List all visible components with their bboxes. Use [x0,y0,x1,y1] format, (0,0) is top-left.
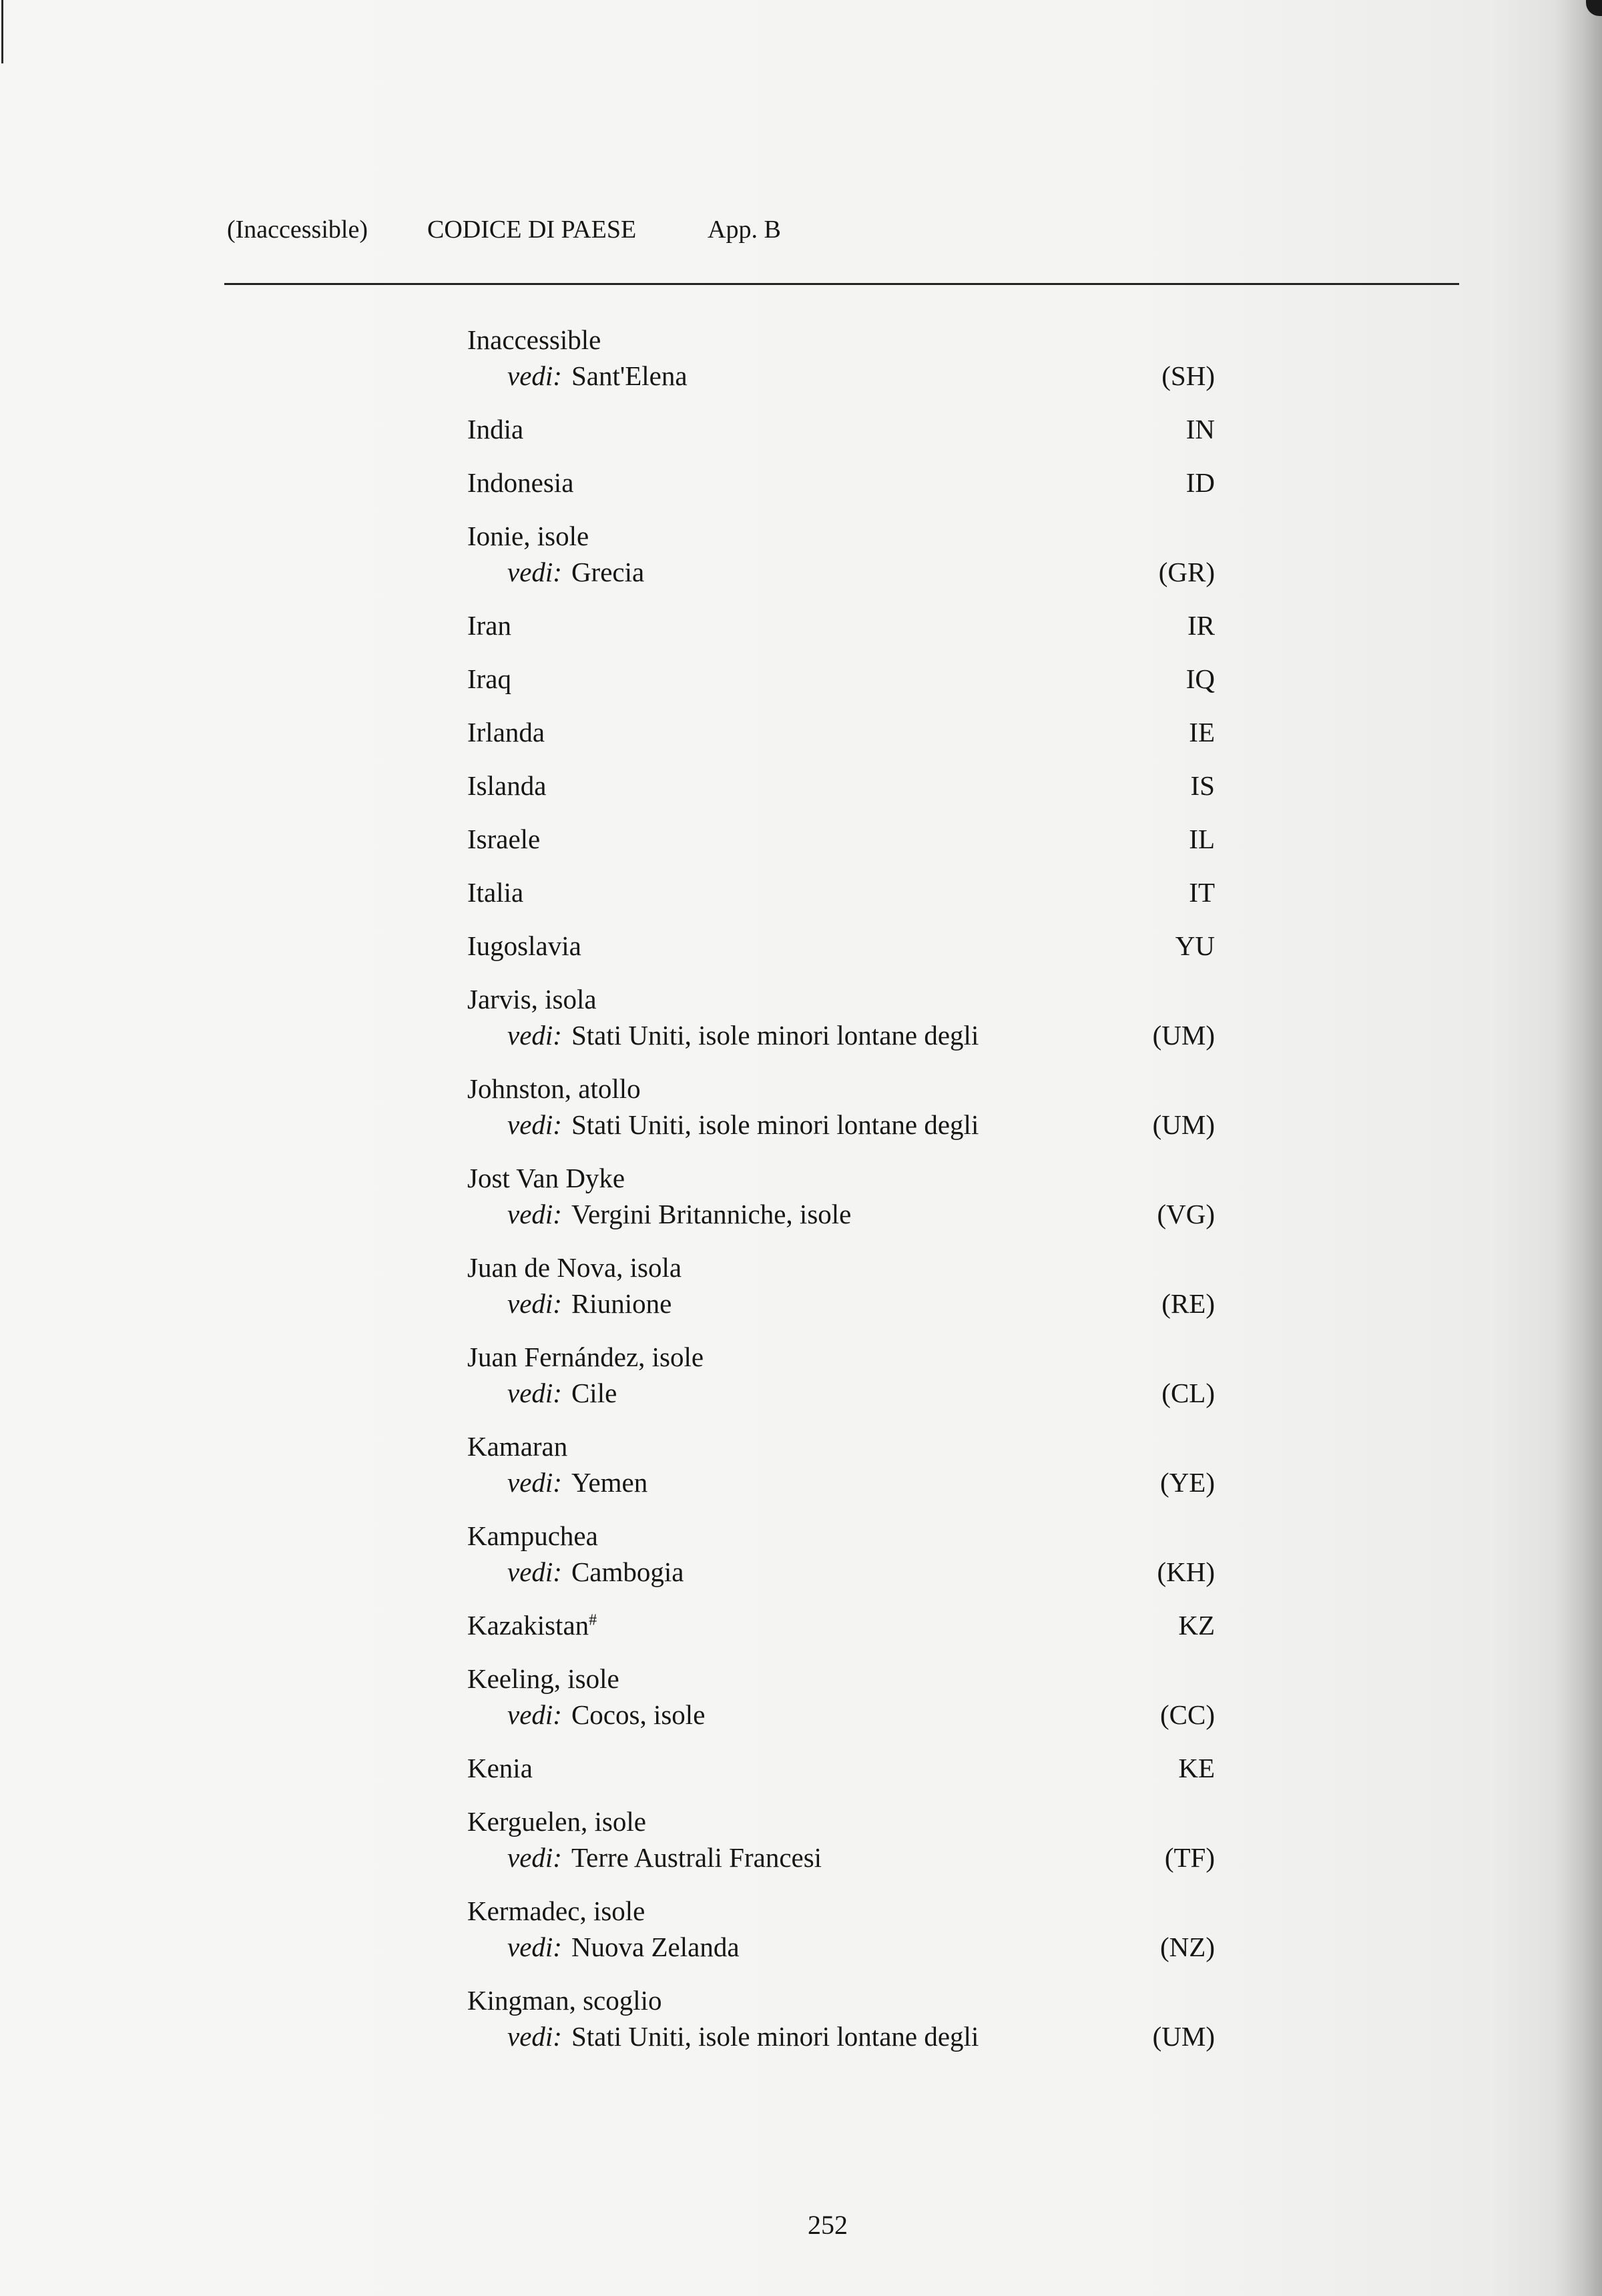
entry-reference [507,2018,979,2054]
entry-name: Ionie, isole [467,521,589,551]
list-item [467,1607,1215,1643]
list-item [467,928,1215,964]
entry-code: (CL) [1161,1378,1215,1408]
vedi-label: vedi: [507,1699,562,1730]
entry-reference [507,1196,851,1232]
entry-name: Indonesia [467,467,574,498]
vedi-label: vedi: [507,1842,562,1873]
entry-code: IT [1189,877,1215,908]
entry-code: IE [1189,717,1215,748]
entry-name: Islanda [467,770,547,801]
entry-reference-target: Sant'Elena [571,360,688,391]
entry-code: ID [1185,467,1215,498]
entry-name: Kermadec, isole [467,1896,645,1926]
entry-code: IR [1187,610,1215,641]
entry-code: (SH) [1161,360,1215,391]
entry-name: Italia [467,877,524,908]
header-appendix: App. B [708,216,781,244]
entry-code: IS [1190,770,1215,801]
entry-reference [507,1375,617,1411]
entry-reference-target: Stati Uniti, isole minori lontane degli [571,1020,979,1051]
entry-code: (NZ) [1160,1932,1215,1962]
entry-list [467,322,1215,2072]
entry-code: (TF) [1164,1842,1215,1873]
entry-name: Kampuchea [467,1520,598,1551]
entry-reference-target: Stati Uniti, isole minori lontane degli [571,2021,979,2052]
entry-name-wrap [467,1607,597,1643]
header-title: CODICE DI PAESE [427,216,637,244]
entry-code: (UM) [1152,1020,1215,1051]
list-item [467,1160,1215,1232]
entry-reference [507,554,644,590]
page-edge-shadow [1555,0,1602,2296]
vedi-label: vedi: [507,1556,562,1587]
left-margin-mark [1,0,3,63]
entry-reference-target: Nuova Zelanda [571,1932,740,1962]
entry-reference-target: Cambogia [571,1556,684,1587]
entry-reference [507,1285,672,1322]
entry-name: Iran [467,610,512,641]
list-item [467,518,1215,590]
vedi-label: vedi: [507,1467,562,1498]
vedi-label: vedi: [507,1199,562,1229]
entry-reference [507,1697,705,1733]
entry-code: (UM) [1152,2021,1215,2052]
list-item [467,821,1215,857]
entry-reference [507,358,688,394]
list-item [467,1339,1215,1411]
entry-name: Keeling, isole [467,1663,619,1694]
entry-reference-target: Yemen [571,1467,648,1498]
entry-name: India [467,414,524,445]
list-item [467,661,1215,697]
vedi-label: vedi: [507,360,562,391]
entry-name: Kerguelen, isole [467,1806,646,1837]
entry-name: Kenia [467,1753,533,1783]
vedi-label: vedi: [507,1109,562,1140]
entry-reference [507,1554,684,1590]
entry-reference-target: Riunione [571,1288,672,1319]
list-item [467,1982,1215,2054]
header-cut-word: (Inaccessible) [227,216,368,244]
entry-reference-target: Vergini Britanniche, isole [571,1199,852,1229]
entry-reference [507,1017,979,1053]
vedi-label: vedi: [507,557,562,587]
entry-code: (YE) [1160,1467,1215,1498]
entry-code: (RE) [1161,1288,1215,1319]
vedi-label: vedi: [507,1378,562,1408]
entry-name: Jost Van Dyke [467,1163,625,1193]
header-rule [224,283,1459,285]
list-item [467,322,1215,394]
list-item [467,1428,1215,1500]
entry-code: (UM) [1152,1109,1215,1140]
list-item [467,874,1215,910]
entry-name: Kingman, scoglio [467,1985,662,2016]
entry-code: (GR) [1158,557,1215,587]
entry-reference [507,1464,647,1500]
entry-code: IN [1185,414,1215,445]
entry-name: Johnston, atollo [467,1073,641,1104]
entry-name: Iraq [467,663,512,694]
entry-code: IL [1189,824,1215,854]
list-item [467,1803,1215,1876]
running-header [227,215,781,244]
list-item [467,607,1215,643]
entry-code: IQ [1185,663,1215,694]
entry-reference-target: Cile [571,1378,617,1408]
entry-reference [507,1929,740,1965]
list-item [467,411,1215,447]
vedi-label: vedi: [507,1932,562,1962]
list-item [467,981,1215,1053]
list-item [467,714,1215,750]
entry-reference-target: Terre Australi Francesi [571,1842,822,1873]
vedi-label: vedi: [507,1020,562,1051]
list-item [467,1893,1215,1965]
entry-reference-target: Stati Uniti, isole minori lontane degli [571,1109,979,1140]
list-item [467,768,1215,804]
entry-name: Jarvis, isola [467,984,597,1015]
entry-code: YU [1175,930,1215,961]
entry-name: Kazakistan [467,1610,589,1641]
vedi-label: vedi: [507,2021,562,2052]
entry-reference [507,1839,822,1876]
entry-code: (VG) [1157,1199,1215,1229]
entry-name: Juan Fernández, isole [467,1342,704,1372]
entry-footnote-mark: # [589,1611,597,1629]
entry-name: Iugoslavia [467,930,581,961]
entry-code: (CC) [1160,1699,1215,1730]
list-item [467,465,1215,501]
list-item [467,1750,1215,1786]
entry-name: Irlanda [467,717,545,748]
entry-code: (KH) [1157,1556,1215,1587]
entry-reference-target: Cocos, isole [571,1699,706,1730]
entry-code: KE [1178,1753,1215,1783]
list-item [467,1661,1215,1733]
entry-code: KZ [1178,1610,1215,1641]
page-number: 252 [808,2210,848,2240]
entry-name: Kamaran [467,1431,568,1462]
entry-name: Inaccessible [467,324,601,355]
entry-name: Israele [467,824,541,854]
entry-name: Juan de Nova, isola [467,1252,682,1283]
list-item [467,1249,1215,1322]
entry-reference [507,1107,979,1143]
list-item [467,1071,1215,1143]
entry-reference-target: Grecia [571,557,645,587]
list-item [467,1518,1215,1590]
vedi-label: vedi: [507,1288,562,1319]
